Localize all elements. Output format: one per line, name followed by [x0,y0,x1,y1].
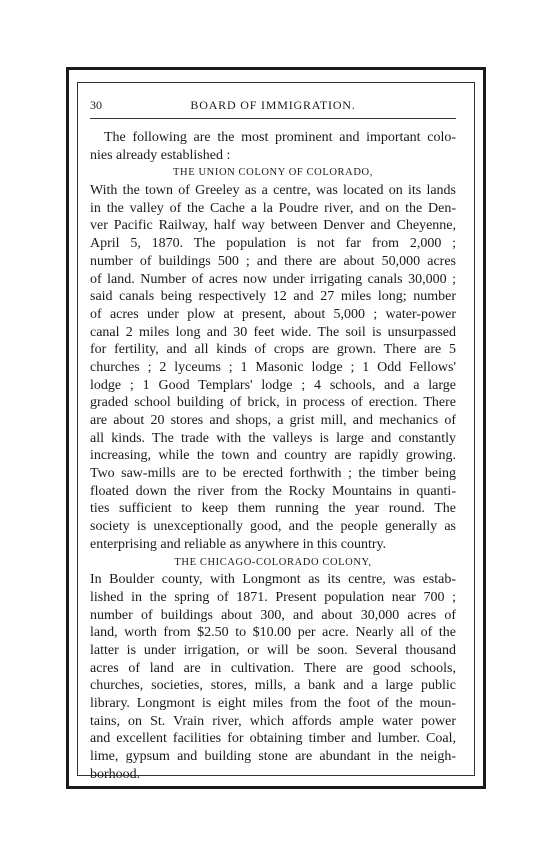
text-line: for fertility, and all kinds of crops are grown. There are 5 [90,342,456,358]
text-line: society is unexceptionally good, and the people generally as [90,519,456,535]
text-line: lished in the spring of 1871. Present population near 700 ; [90,589,456,605]
text-line: increasing, while the town and country are rapidly growing. [90,448,456,464]
section-heading: THE CHICAGO-COLORADO COLONY, [174,556,372,568]
text-line: In Boulder county, with Longmont as its centre, was estab- [90,572,456,588]
page-number: 30 [90,98,102,112]
text-line: said canals being respectively 12 and 27 miles long; number [90,289,456,305]
text-line: land, worth from $2.50 to $10.00 per acre. Nearly all of the [90,625,456,641]
page-header [90,96,456,116]
text-line: canal 2 miles long and 30 feet wide. The soil is unsurpassed [90,324,456,340]
text-line: number of buildings about 300, and about 30,000 acres of [90,607,456,623]
text-line: churches, societies, stores, mills, a bank and a large public [90,678,456,694]
text-line: lime, gypsum and building stone are abundant in the neigh- [90,749,456,765]
text-line: ties sufficient to keep them running the year round. The [90,501,456,517]
text-line: all kinds. The trade with the valleys is large and constantly [90,430,456,446]
text-line: borhood. [90,766,141,782]
text-line: latter is under irrigation, or will be soon. Several thousand [90,642,456,658]
text-line: The following are the most prominent and important colo- [104,130,456,145]
text-line: are about 20 stores and shops, a grist mill, and mechanics of [90,413,456,428]
text-line: and excellent facilities for obtaining timber and lumber. Coal, [90,731,456,747]
body-text [90,129,456,783]
text-line: acres of land are in cultivation. There are good schools, [90,660,456,676]
text-line: number of buildings 500 ; and there are about 50,000 acres [90,253,456,269]
text-line: library. Longmont is eight miles from the foot of the moun- [90,696,456,711]
text-line: nies already established : [90,147,231,163]
text-line: of land. Number of acres now under irrigating canals 30,000 ; [90,271,456,287]
text-line: of acres under plow at present, about 5,000 ; water-power [90,306,456,322]
text-line: graded school building of brick, in process of erection. There [90,395,456,411]
text-line: churches ; 2 lyceums ; 1 Masonic lodge ; 1 Odd Fellows' [90,359,456,375]
text-line: enterprising and reliable as anywhere in this country. [90,536,387,552]
section-heading: THE UNION COLONY OF COLORADO, [173,167,373,179]
page-border [66,67,486,789]
text-line: With the town of Greeley as a centre, was located on its lands [90,183,456,199]
text-line: floated down the river from the Rocky Mountains in quanti- [90,483,456,499]
text-line: April 5, 1870. The population is not far from 2,000 ; [90,236,456,252]
text-line: tains, on St. Vrain river, which affords ample water power [90,713,456,729]
text-line: ver Pacific Railway, half way between Denver and Cheyenne, [90,218,456,234]
text-line: in the valley of the Cache a la Poudre river, and on the Den- [90,200,456,216]
text-line: lodge ; 1 Good Templars' lodge ; 4 schools, and a large [90,377,456,393]
header-rule [90,118,456,119]
running-head: BOARD OF IMMIGRATION. [190,98,356,112]
text-line: Two saw-mills are to be erected forthwith ; the timber being [90,466,456,482]
